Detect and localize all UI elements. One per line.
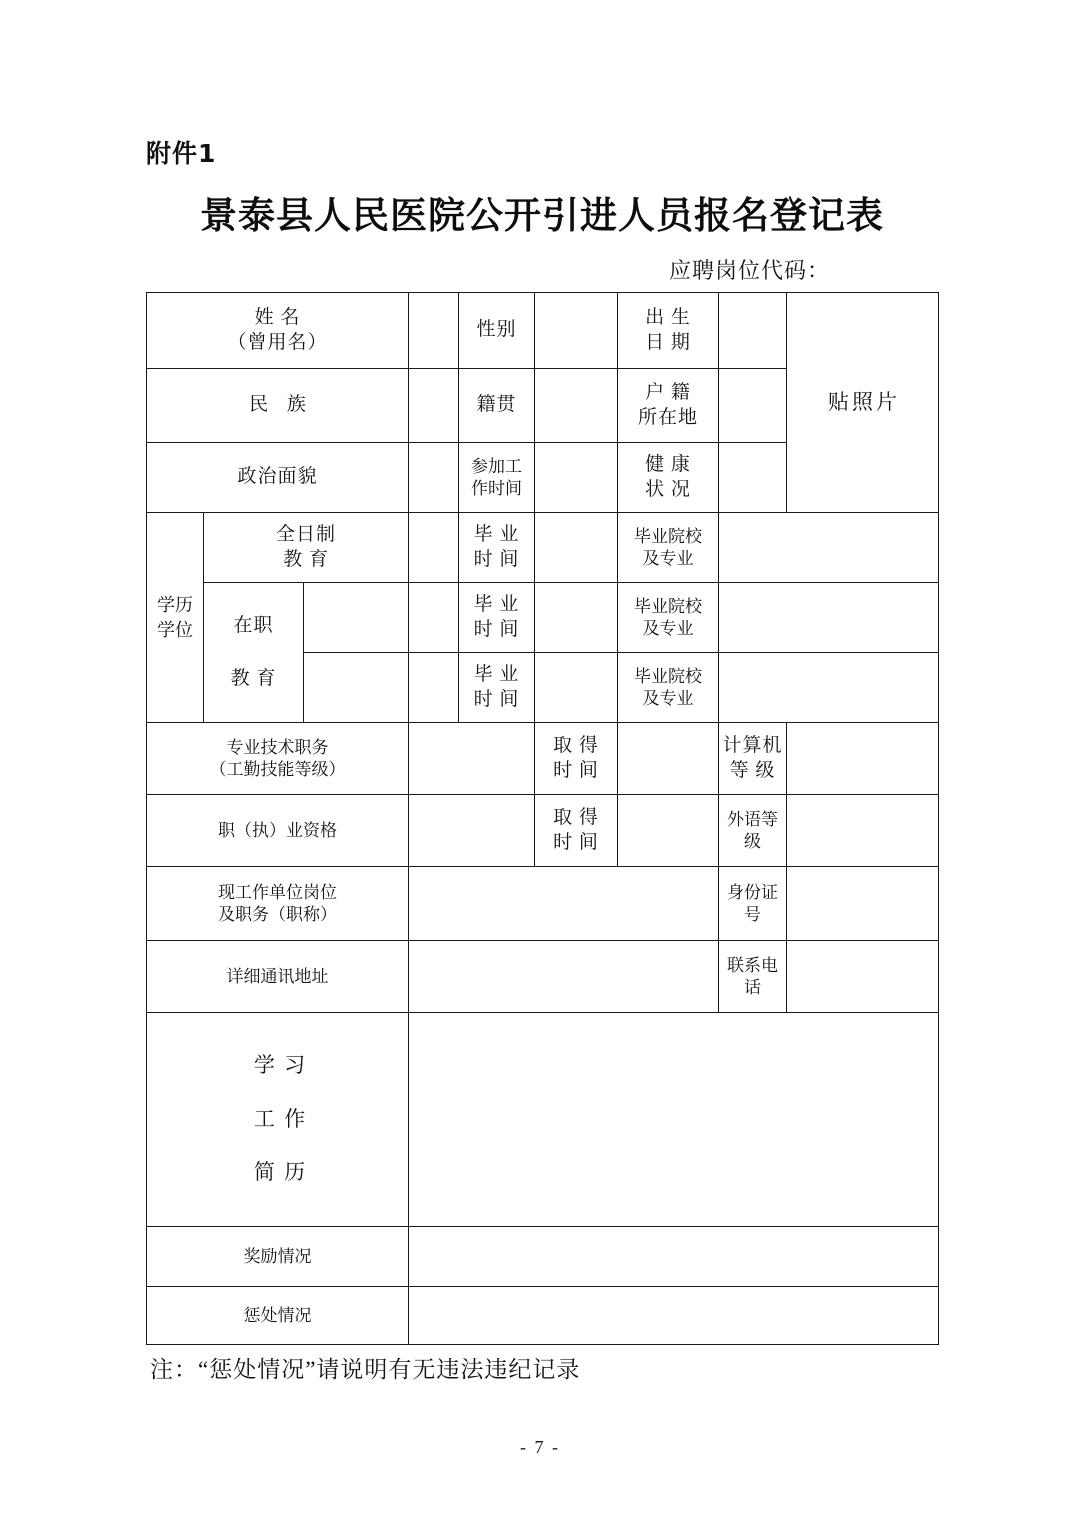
foreign-language-level-value-cell[interactable] [787,795,939,867]
fulltime-education-label [204,513,409,583]
health-label-line2: 状 况 [645,478,691,500]
attachment-label: 附件1 [146,139,217,168]
household-label-line2: 所在地 [637,406,698,428]
table-row [147,723,939,795]
registration-form-table [146,292,939,1345]
health-label [618,443,719,513]
computer-level-value-cell[interactable] [787,723,939,795]
page-number: - 7 - [520,1437,560,1457]
resume-label [147,1013,409,1227]
table-row [147,941,939,1013]
name-label-line1: 姓 名 [254,307,301,329]
fulltime-education-label-line1: 全日制 [275,524,336,546]
fulltime-school-label [618,513,719,583]
table-row [147,293,939,369]
fulltime-grad-time-label [459,513,535,583]
table-row [147,513,939,583]
fulltime-school-value-cell[interactable] [719,513,939,583]
name-value-cell[interactable] [409,293,459,369]
inservice-grad-time-value-cell-2[interactable] [535,653,618,723]
table-row [147,1227,939,1287]
qualification-obtain-time-label-line1: 取 得 [553,807,599,829]
technical-title-value-cell[interactable] [409,723,535,795]
education-group-label [147,513,204,723]
political-status-label: 政治面貌 [147,443,409,513]
current-post-label [147,867,409,941]
inservice-degree-value-cell-2[interactable] [304,653,409,723]
native-place-value-cell[interactable] [535,369,618,443]
inservice-school-value-cell-2[interactable] [719,653,939,723]
education-group-label-line1: 学历 [157,595,193,616]
work-start-label-line2: 作时间 [471,478,522,498]
fulltime-education-label-line2: 教 育 [283,548,329,570]
table-row [147,1013,939,1227]
household-label [618,369,719,443]
inservice-education-label-line1: 在职 [233,615,274,637]
work-start-label-line1: 参加工 [471,456,522,476]
technical-obtain-time-label [535,723,618,795]
ethnicity-value-cell[interactable] [409,369,459,443]
foreign-language-level-label: 外语等级 [719,795,787,867]
ethnicity-label: 民 族 [147,369,409,443]
inservice-grad-time-label-1-line1: 毕 业 [473,594,520,616]
technical-title-label-line1: 专业技术职务 [226,737,329,757]
resume-value-cell[interactable] [409,1013,939,1227]
inservice-grad-time-label-1-line2: 时 间 [473,618,520,640]
inservice-degree-value-cell-2b[interactable] [409,653,459,723]
health-value-cell[interactable] [719,443,787,513]
technical-obtain-time-label-line2: 时 间 [553,759,599,781]
technical-title-label-line2: （工勤技能等级） [209,759,346,779]
inservice-grad-time-label-2 [459,653,535,723]
photo-cell[interactable]: 贴照片 [787,293,939,513]
current-post-label-line1: 现工作单位岗位 [218,882,337,902]
birthdate-label [618,293,719,369]
native-place-label: 籍贯 [459,369,535,443]
id-number-value-cell[interactable] [787,867,939,941]
gender-label: 性别 [459,293,535,369]
inservice-grad-time-label-1 [459,583,535,653]
fulltime-school-label-line2: 及专业 [642,548,694,568]
computer-level-label-line2: 等 级 [729,759,776,781]
work-start-label [459,443,535,513]
inservice-degree-value-cell-1[interactable] [304,583,409,653]
fulltime-grad-time-value-cell[interactable] [535,513,618,583]
inservice-degree-value-cell-1b[interactable] [409,583,459,653]
post-code-label: 应聘岗位代码： [668,258,830,283]
qualification-obtain-time-label [535,795,618,867]
computer-level-label [719,723,787,795]
punishment-label: 惩处情况 [147,1287,409,1345]
address-value-cell[interactable] [409,941,719,1013]
current-post-label-line2: 及职务（职称） [218,904,337,924]
inservice-school-label-1-line1: 毕业院校 [634,596,702,616]
gender-value-cell[interactable] [535,293,618,369]
technical-obtain-time-value-cell[interactable] [618,723,719,795]
inservice-school-label-1-line2: 及专业 [642,618,694,638]
inservice-school-label-2-line2: 及专业 [642,688,694,708]
birthdate-label-line1: 出 生 [645,307,691,329]
political-status-value-cell[interactable] [409,443,459,513]
fulltime-grad-time-label-line1: 毕 业 [473,524,520,546]
page-title: 景泰县人民医院公开引进人员报名登记表 [200,193,884,237]
technical-title-label [147,723,409,795]
computer-level-label-line1: 计算机 [722,735,783,757]
phone-label: 联系电话 [719,941,787,1013]
technical-obtain-time-label-line1: 取 得 [553,735,599,757]
health-label-line1: 健 康 [645,454,691,476]
address-label: 详细通讯地址 [147,941,409,1013]
award-label: 奖励情况 [147,1227,409,1287]
inservice-grad-time-label-2-line1: 毕 业 [473,664,520,686]
name-label [147,293,409,369]
inservice-education-label [204,583,304,723]
table-row [147,583,939,653]
practice-qualification-value-cell[interactable] [409,795,535,867]
resume-label-line2: 工 作 [253,1106,308,1131]
table-row [147,795,939,867]
id-number-label: 身份证号 [719,867,787,941]
punishment-value-cell[interactable] [409,1287,939,1345]
current-post-value-cell[interactable] [409,867,719,941]
name-label-line2: （曾用名） [227,331,328,353]
birthdate-label-line2: 日 期 [645,331,691,353]
form-note: 注：“惩处情况”请说明有无违法违纪记录 [150,1357,581,1382]
inservice-school-label-2 [618,653,719,723]
household-label-line1: 户 籍 [645,382,691,404]
work-start-value-cell[interactable] [535,443,618,513]
fulltime-school-label-line1: 毕业院校 [634,526,702,546]
phone-value-cell[interactable] [787,941,939,1013]
household-value-cell[interactable] [719,369,787,443]
qualification-obtain-time-value-cell[interactable] [618,795,719,867]
table-row [147,1287,939,1345]
inservice-grad-time-label-2-line2: 时 间 [473,688,520,710]
inservice-education-label-line2: 教 育 [230,667,277,689]
fulltime-grad-time-label-line2: 时 间 [473,548,520,570]
practice-qualification-label: 职（执）业资格 [147,795,409,867]
birthdate-value-cell[interactable] [719,293,787,369]
fulltime-degree-value-cell[interactable] [409,513,459,583]
table-row [147,867,939,941]
inservice-grad-time-value-cell-1[interactable] [535,583,618,653]
inservice-school-value-cell-1[interactable] [719,583,939,653]
resume-label-line1: 学 习 [253,1053,308,1078]
award-value-cell[interactable] [409,1227,939,1287]
qualification-obtain-time-label-line2: 时 间 [553,831,599,853]
inservice-school-label-2-line1: 毕业院校 [634,666,702,686]
resume-label-line3: 简 历 [253,1160,308,1185]
inservice-school-label-1 [618,583,719,653]
education-group-label-line2: 学位 [157,619,193,640]
